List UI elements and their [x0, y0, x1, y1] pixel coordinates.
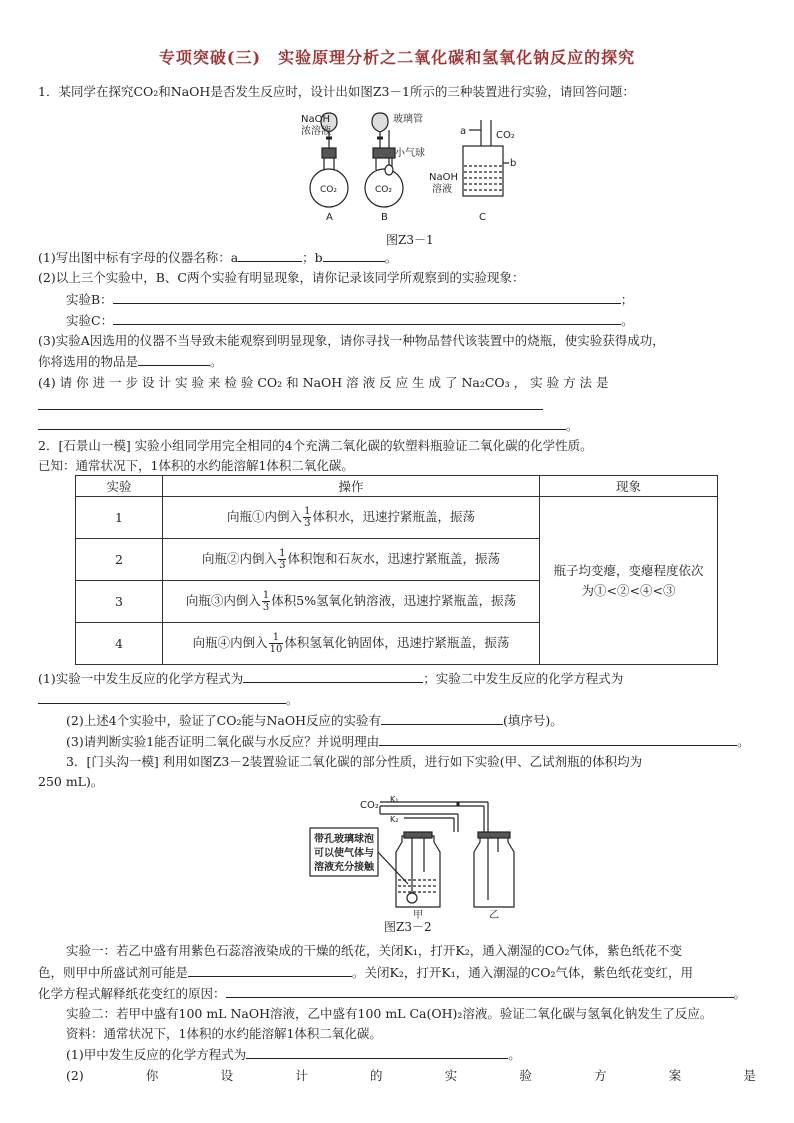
- word: 验: [519, 1068, 532, 1083]
- blank-q3-1[interactable]: [188, 962, 352, 977]
- q1-intro: 1．某同学在探究CO₂和NaOH是否发生反应时，设计出如图Z3－1所示的三种装置进行实验，请回答问题：: [38, 84, 635, 99]
- q2-part1-cont: [38, 689, 758, 710]
- fig1-b-balloon: 小气球: [395, 148, 425, 159]
- blank-q2-3[interactable]: [379, 731, 737, 746]
- q1-part4: (4) 请 你 进 一 步 设 计 实 验 来 检 验 CO₂ 和 NaOH 溶 液 反 应 生 成 了 Na₂CO₃ ， 实 验 方 法 是: [38, 375, 609, 390]
- blank-q2-1b[interactable]: [38, 689, 286, 704]
- fraction-den: 3: [262, 602, 270, 613]
- fig1-label-b: B: [381, 212, 388, 223]
- th-operation: 操作: [163, 476, 540, 497]
- blank-exp-c[interactable]: [113, 310, 621, 325]
- figure-z3-2: [308, 792, 528, 922]
- blank-q3-3[interactable]: [246, 1044, 508, 1059]
- q1-part4-end: 。: [566, 418, 579, 433]
- op-post: 体积5%氢氧化钠溶液，迅速拧紧瓶盖，振荡: [271, 593, 517, 608]
- q3-exp1-b-line: [38, 962, 758, 983]
- q3-exp2: 实验二：若甲中盛有100 mL NaOH溶液，乙中盛有100 mL Ca(OH)₂溶液。验证二氧化碳与氢氧化钠发生了反应。: [66, 1006, 713, 1021]
- q3-exp1-d: 化学方程式解释纸花变红的原因：: [38, 986, 226, 1001]
- phenomenon-line-2: 为①<②<④<③: [581, 582, 676, 598]
- q2-part1: [38, 668, 758, 689]
- op-pre: 向瓶④内倒入: [192, 635, 268, 650]
- q2-part3-end: 。: [737, 734, 750, 749]
- fig1-a-conc: 浓溶液: [301, 126, 331, 137]
- row-no: 4: [76, 623, 163, 665]
- q2-part2: [66, 710, 786, 731]
- word: 计: [295, 1068, 308, 1083]
- th-phenomenon: 现象: [540, 476, 718, 497]
- table-row: [76, 497, 718, 539]
- word: 设: [220, 1068, 234, 1083]
- fraction: [303, 506, 311, 529]
- q1-exp-c-line: [66, 310, 786, 331]
- fig2-note-1: 带孔玻璃球泡: [314, 834, 374, 845]
- q1-part3-b-line: [38, 351, 758, 372]
- fig2-note-3: 溶液充分接触: [314, 862, 374, 873]
- q3-part2-words: [66, 1066, 756, 1086]
- q2-part2-a: (2)上述4个实验中，验证了CO₂能与NaOH反应的实验有: [66, 713, 382, 728]
- q1-exp-b-line: [66, 289, 786, 310]
- q3-part2: [66, 1066, 786, 1086]
- word: 方: [594, 1068, 607, 1083]
- word: 是: [743, 1068, 756, 1083]
- row-no: 3: [76, 581, 163, 623]
- phenomenon-line-1: 瓶子均变瘪，变瘪程度依次: [553, 562, 704, 578]
- q2-known: 已知：通常状况下，1体积的水约能溶解1体积二氧化碳。: [38, 458, 354, 473]
- fig1-c-sol: 溶液: [432, 184, 452, 195]
- q3-exp1-b: 色，则甲中所盛试剂可能是: [38, 965, 189, 980]
- fig2-jia: 甲: [413, 910, 423, 921]
- figure-z3-1: [295, 108, 525, 228]
- q2-part1-a: (1)实验一中发生反应的化学方程式为: [38, 671, 244, 686]
- fig2-co2: CO₂: [360, 800, 379, 811]
- fig1-c-naoh: NaOH: [429, 172, 458, 183]
- q2-part3-text: (3)请判断实验1能否证明二氧化碳与水反应？并说明理由: [66, 734, 380, 749]
- blank-q1-4b[interactable]: [38, 415, 566, 430]
- word: 的: [369, 1068, 383, 1083]
- fraction-num: 1: [279, 548, 286, 559]
- row-operation: [163, 539, 540, 581]
- op-pre: 向瓶②内倒入: [202, 551, 278, 566]
- q1-part1-end: 。: [384, 250, 398, 265]
- q1-part4-blank-1: [38, 395, 758, 416]
- word: 实: [444, 1068, 458, 1083]
- op-pre: 向瓶③内倒入: [185, 593, 261, 608]
- q2-part3: [66, 731, 786, 752]
- q1-part3-a: (3)实验A因选用的仪器不当导致未能观察到明显现象，请你寻找一种物品替代该装置中的烧瓶，使实验获得成功，: [38, 333, 665, 348]
- fraction: [278, 548, 286, 571]
- blank-q2-1a[interactable]: [243, 668, 423, 683]
- q1-exp-c-label: 实验C：: [66, 313, 114, 328]
- blank-q1-3[interactable]: [138, 351, 210, 366]
- q1-part2: (2)以上三个实验中，B、C两个实验有明显现象，请你记录该同学所观察到的实验现象：: [38, 270, 525, 285]
- blank-q1-4a[interactable]: [38, 395, 543, 410]
- q2-part1-end: 。: [286, 692, 299, 707]
- fig1-a-gas: CO₂: [320, 185, 337, 195]
- fig2-caption: 图Z3－2: [384, 920, 432, 934]
- blank-b[interactable]: [323, 247, 385, 262]
- q1-exp-b-end: ；: [620, 292, 634, 307]
- fig1-a-naoh: NaOH: [301, 114, 330, 125]
- blank-q3-2[interactable]: [226, 983, 734, 998]
- fig1-c-b: b: [510, 158, 517, 169]
- q3-part1-line: [66, 1044, 786, 1065]
- row-operation: [163, 581, 540, 623]
- fig2-k2: K₂: [390, 815, 399, 824]
- row-no: 1: [76, 497, 163, 539]
- fig1-caption: 图Z3－1: [386, 233, 434, 247]
- experiment-table: [75, 475, 718, 665]
- fig2-k1: K₁: [390, 795, 399, 804]
- word: 你: [145, 1068, 159, 1083]
- op-post: 体积水，迅速拧紧瓶盖，振荡: [312, 509, 475, 524]
- q3-part1: (1)甲中发生反应的化学方程式为: [66, 1047, 247, 1062]
- fig1-label-a: A: [326, 212, 333, 223]
- fig2-note-2: 可以使气体与: [314, 848, 374, 859]
- q1-exp-b-label: 实验B：: [66, 292, 113, 307]
- fig1-b-tube: 玻璃管: [393, 114, 423, 125]
- fraction-num: 1: [269, 632, 284, 644]
- q1-part1: [38, 247, 758, 268]
- fig1-c-gas: CO₂: [496, 130, 515, 141]
- phenomenon-cell: [540, 497, 718, 665]
- fig1-label-c: C: [479, 212, 486, 223]
- word: 案: [668, 1068, 682, 1083]
- q3-info: 资料：通常状况下，1体积的水约能溶解1体积二氧化碳。: [66, 1026, 382, 1041]
- row-no: 2: [76, 539, 163, 581]
- q3-intro-2: 250 mL)。: [38, 774, 104, 789]
- fraction: [262, 590, 270, 613]
- q3-exp1-c: 。关闭K₂，打开K₁，通入潮湿的CO₂气体，紫色纸花变红，用: [352, 965, 694, 980]
- row-operation: [163, 497, 540, 539]
- q1-exp-c-end: 。: [621, 313, 634, 328]
- q3-exp1-d-line: [38, 983, 758, 1004]
- q3-exp1-a: 实验一：若乙中盛有用紫色石蕊溶液染成的干燥的纸花，关闭K₁，打开K₂，通入潮湿的CO₂气体，紫色纸花不变: [66, 943, 683, 958]
- q3-part1-end: 。: [508, 1047, 521, 1062]
- fraction-num: 1: [262, 590, 270, 601]
- q3-exp1-end: 。: [733, 986, 747, 1001]
- q1-part4-blank-2: [38, 415, 758, 436]
- q1-part1-text-a: (1)写出图中标有字母的仪器名称：a: [38, 250, 239, 265]
- fraction-num: 1: [304, 506, 311, 517]
- q2-part2-b: (填序号)。: [503, 713, 563, 728]
- op-post: 体积饱和石灰水，迅速拧紧瓶盖，振荡: [287, 551, 500, 566]
- q1-part3-b: 你将选用的物品是: [38, 354, 139, 369]
- fraction: [269, 632, 284, 655]
- fraction-den: 3: [304, 518, 311, 529]
- fraction-den: 3: [279, 560, 286, 571]
- q2-part1-b: ；实验二中发生反应的化学方程式为: [423, 671, 624, 686]
- row-operation: [163, 623, 540, 665]
- word: (2): [66, 1068, 84, 1083]
- page-title: 专项突破(三) 实验原理分析之二氧化碳和氢氧化钠反应的探究: [158, 48, 636, 67]
- q1-part1-text-b: ；b: [302, 250, 323, 265]
- fig2-yi: 乙: [489, 910, 499, 921]
- q1-part3-end: 。: [210, 354, 223, 369]
- op-post: 体积氢氧化钠固体，迅速拧紧瓶盖，振荡: [284, 635, 510, 650]
- fig1-b-gas: CO₂: [375, 185, 392, 195]
- blank-a[interactable]: [238, 247, 302, 262]
- fraction-den: 10: [269, 644, 283, 655]
- blank-exp-b[interactable]: [113, 289, 621, 304]
- q2-intro: 2．[石景山一模] 实验小组同学用完全相同的4个充满二氧化碳的软塑料瓶验证二氧化碳的化学性质。: [38, 438, 593, 453]
- fig1-c-a: a: [460, 126, 467, 137]
- op-pre: 向瓶①内倒入: [227, 509, 303, 524]
- blank-q2-2[interactable]: [381, 710, 503, 725]
- q3-intro-1: 3．[门头沟一模] 利用如图Z3－2装置验证二氧化碳的部分性质，进行如下实验(甲、乙试剂瓶的体积均为: [66, 754, 643, 769]
- th-experiment: 实验: [76, 476, 163, 497]
